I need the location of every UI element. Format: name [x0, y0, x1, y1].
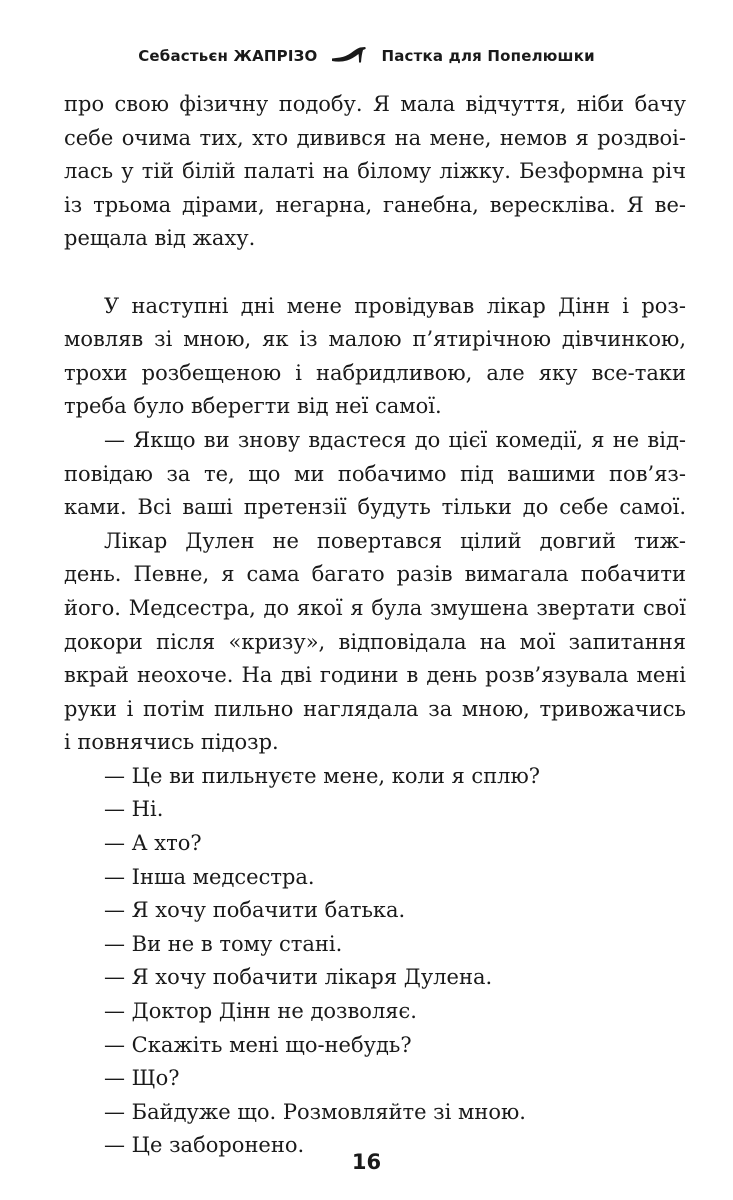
text-line: — Доктор Дінн не дозволяє. — [104, 999, 417, 1024]
running-header — [0, 46, 733, 65]
page-number: 16 — [351, 1150, 382, 1174]
text-line: день. Певне, я сама багато разів вимагала побачити — [64, 562, 686, 587]
text-line: повідаю за те, що ми побачимо під вашими пов’яз- — [64, 461, 686, 486]
text-line: Лікар Дулен не повертався цілий довгий тиж- — [104, 528, 686, 553]
paragraph-gap — [64, 256, 686, 290]
text-line: — Якщо ви знову вдастеся до цієї комедії, я не від- — [104, 427, 686, 452]
text-line: його. Медсестра, до якої я була змушена звертати свої — [64, 595, 686, 620]
text-line: — А хто? — [104, 831, 202, 856]
text-line: трохи розбещеною і набридливою, але яку все-таки — [64, 360, 686, 385]
text-line: У наступні дні мене провідував лікар Дінн і роз- — [104, 293, 686, 318]
text-line: із трьома дірами, негарна, ганебна, верескліва. Я ве- — [64, 192, 686, 217]
text-line: — Це ви пильнуєте мене, коли я сплю? — [104, 763, 541, 788]
text-line: — Ні. — [104, 797, 164, 822]
text-line: — Я хочу побачити лікаря Дулена. — [104, 965, 493, 990]
text-line: лась у тій білій палаті на білому ліжку. Безформна річ — [64, 159, 686, 184]
text-line: — Скажіть мені що-небудь? — [104, 1032, 412, 1057]
high-heel-shoe-icon — [331, 46, 367, 64]
header-book-title: Пастка для Попелюшки — [381, 47, 595, 65]
text-line: треба було вберегти від неї самої. — [64, 394, 442, 419]
text-line: руки і потім пильно наглядала за мною, тривожачись — [64, 696, 686, 721]
text-line: і повнячись підозр. — [64, 730, 279, 755]
text-line: — Я хочу побачити батька. — [104, 898, 406, 923]
header-author: Себастьєн ЖАПРІЗО — [138, 47, 318, 65]
text-line: ками. Всі ваші претензії будуть тільки до себе самої. — [64, 495, 686, 520]
page-body-text — [64, 88, 686, 1163]
text-line: себе очима тих, хто дивився на мене, немов я роздвоі- — [64, 125, 686, 150]
text-line: вкрай неохоче. На дві години в день розв’язувала мені — [64, 663, 686, 688]
text-line: мовляв зі мною, як із малою п’ятирічною дівчинкою, — [64, 327, 686, 352]
text-line: — Байдуже що. Розмовляйте зі мною. — [104, 1099, 526, 1124]
text-line: рещала від жаху. — [64, 226, 256, 251]
text-line: про свою фізичну подобу. Я мала відчуття, ніби бачу — [64, 92, 686, 116]
text-line: — Що? — [104, 1066, 180, 1091]
text-line: — Це заборонено. — [104, 1133, 305, 1158]
text-line: докори після «кризу», відповідала на мої запитання — [64, 629, 686, 654]
text-line: — Ви не в тому стані. — [104, 931, 343, 956]
text-line: — Інша медсестра. — [104, 864, 315, 889]
